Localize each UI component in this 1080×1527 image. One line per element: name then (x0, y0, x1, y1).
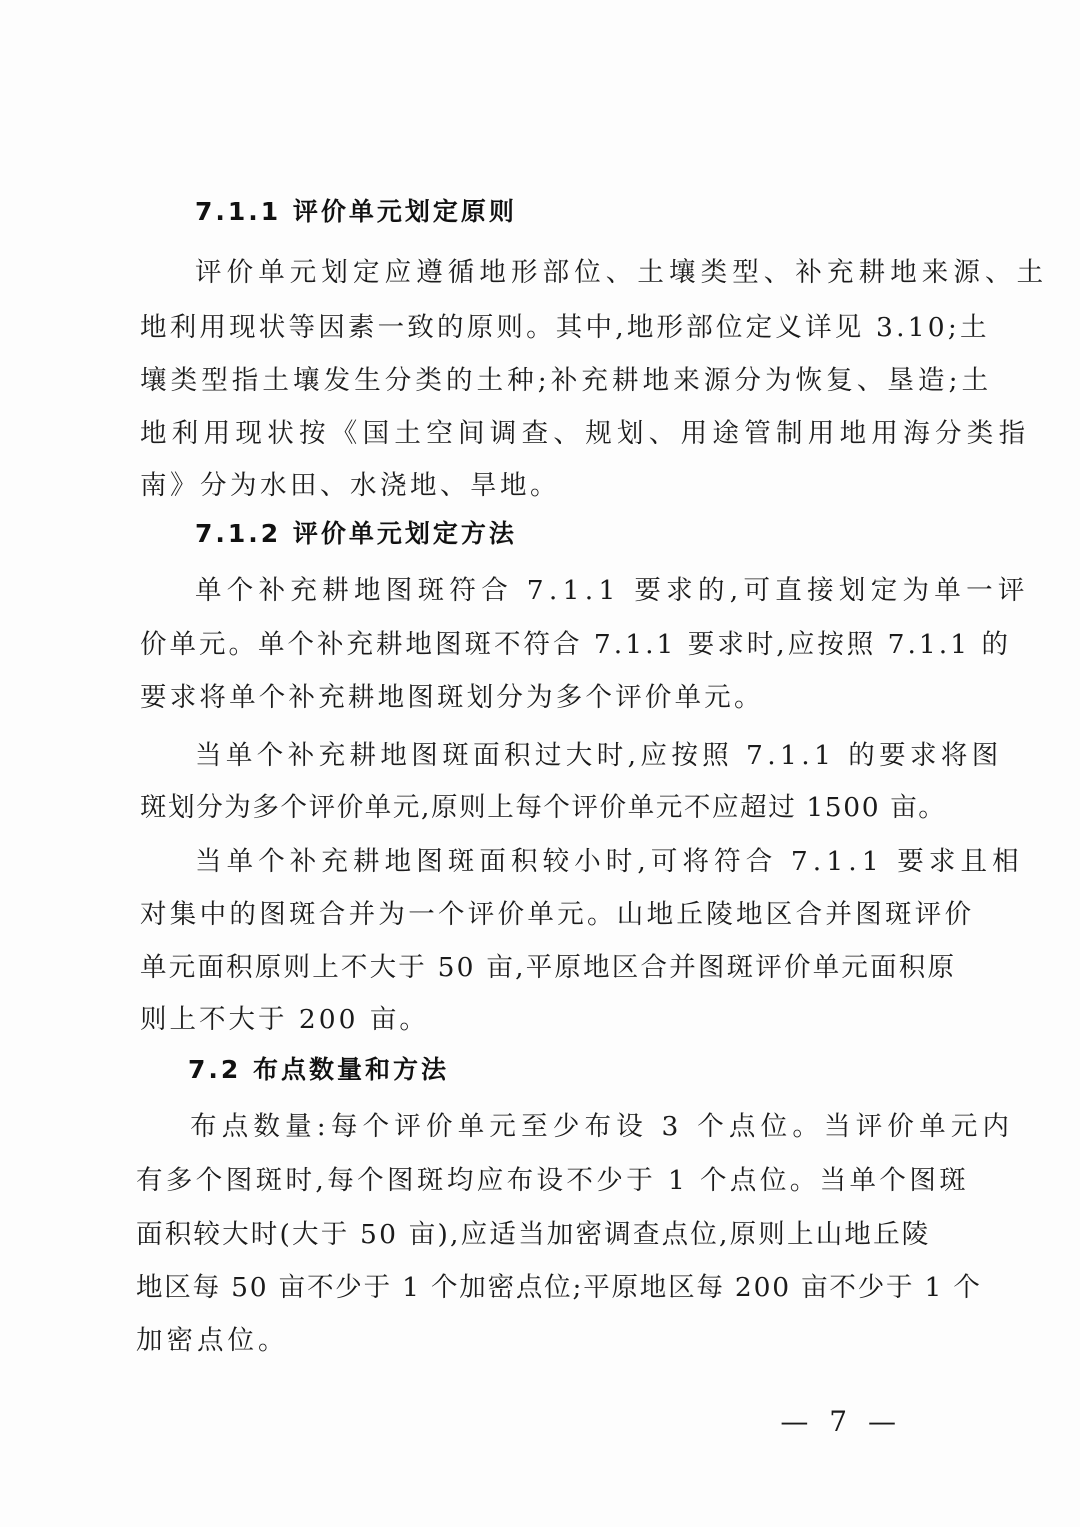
heading-7-1-2: 7.1.2 评价单元划定方法 (195, 519, 517, 548)
paragraph-line: 地利用现状按《国土空间调查、规划、用途管制用地用海分类指 (140, 418, 1031, 449)
paragraph-line: 南》分为水田、水浇地、旱地。 (140, 470, 560, 501)
paragraph-line: 当单个补充耕地图斑面积较小时,可将符合 7.1.1 要求且相 (195, 846, 1024, 877)
paragraph-line: 则上不大于 200 亩。 (140, 1004, 429, 1035)
paragraph-line: 单个补充耕地图斑符合 7.1.1 要求的,可直接划定为单一评 (195, 575, 1030, 606)
paragraph-line: 价单元。单个补充耕地图斑不符合 7.1.1 要求时,应按照 7.1.1 的 (140, 629, 1011, 660)
paragraph-line: 单元面积原则上不大于 50 亩,平原地区合并图斑评价单元面积原 (140, 952, 957, 983)
paragraph-line: 评价单元划定应遵循地形部位、土壤类型、补充耕地来源、土 (195, 257, 1049, 288)
paragraph-line: 壤类型指土壤发生分类的土种;补充耕地来源分为恢复、垦造;土 (140, 365, 993, 396)
paragraph-line: 面积较大时(大于 50 亩),应适当加密调查点位,原则上山地丘陵 (136, 1219, 931, 1250)
heading-7-1-1: 7.1.1 评价单元划定原则 (195, 197, 517, 226)
paragraph-line: 对集中的图斑合并为一个评价单元。山地丘陵地区合并图斑评价 (140, 899, 975, 930)
paragraph-line: 布点数量:每个评价单元至少布设 3 个点位。当评价单元内 (190, 1111, 1015, 1142)
paragraph-line: 斑划分为多个评价单元,原则上每个评价单元不应超过 1500 亩。 (140, 792, 947, 823)
heading-7-2: 7.2 布点数量和方法 (188, 1055, 449, 1084)
paragraph-line: 地利用现状等因素一致的原则。其中,地形部位定义详见 3.10;土 (140, 312, 990, 343)
paragraph-line: 地区每 50 亩不少于 1 个加密点位;平原地区每 200 亩不少于 1 个 (136, 1272, 982, 1303)
paragraph-line: 要求将单个补充耕地图斑划分为多个评价单元。 (140, 682, 764, 713)
paragraph-line: 有多个图斑时,每个图斑均应布设不少于 1 个点位。当单个图斑 (136, 1165, 970, 1196)
paragraph-line: 加密点位。 (136, 1325, 289, 1356)
paragraph-line: 当单个补充耕地图斑面积过大时,应按照 7.1.1 的要求将图 (195, 740, 1003, 771)
page-number: — 7 — (780, 1405, 902, 1438)
